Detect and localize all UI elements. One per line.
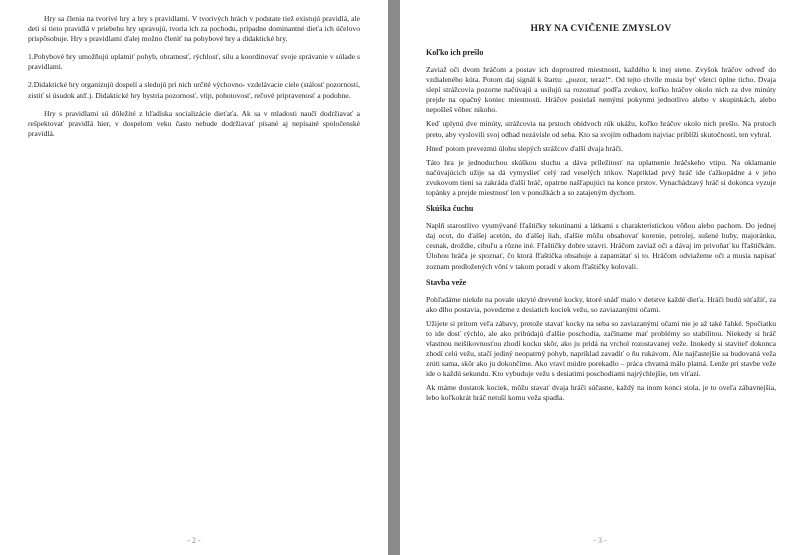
page-number-left: - 2 - [187,536,201,545]
section-heading: Skúška čuchu [426,204,474,214]
section-heading: Stavba veže [426,277,467,287]
section-paragraph: Keď uplynú dve minúty, strážcovia na prstoch obidvoch rúk ukážu, koľko hráčov okolo nich prešlo. Na prstoch preto, aby vyslovili svoj odhad nezávisle od seba. Kto sa svojím odhadom najviac priblíži skutočnosti, ten vyhral. [426,119,776,139]
movement-games-paragraph: 1.Pohybové hry umožňujú uplatniť pohyb, obratnosť, rýchlosť, silu a koordinovať svoje správanie v súlade s pravidlami. [28,52,360,72]
section-paragraph: Ak máme dostatok kociek, môžu stavať dvaja hráči súčasne, každý na inom konci stola, je to oveľa zábavnejšia, lebo koľkokrát hráč netuší komu veža spadla. [426,383,776,403]
section-paragraph: Užijete si pritom veľa zábavy, pretože stavať kocky na seba so zaviazanými očami nie je až také ľahké. Spočiatku to ide dosť rýchlo, ale ako pribúdajú ďalšie poschodia, začíname mať problémy so stabilitou. Niekedy si hráč vlastnou neišikovnosťou zhodí kocku skôr, ako ju pridá na vrchol rozostavanej veže. Inokedy si staviteľ dokonca zhodí celú vežu, stačí jediný neopatrný pohyb, napríklad zavadiť o ňu rukávom. Ale najčastejšie sa budovaná veža zrúti sama, skôr ako ju dokončíme. Ako vraví múdre porekadlo – práca chvatná málo platná. Lenže pri stavbe veže ide o každú sekundu. Kto vybuduje vežu s desiatimi poschodiami najrýchlejšie, ten víťazí. [426,318,776,379]
socialization-paragraph: Hry s pravidlami sú dôležité z hľadiska socializácie dieťaťa. Ak sa v mladosti naučí dodržiavať a rešpektovať pravidlá hier, v dospelom veku často nebude dodržiavať písané aj nepísané spoločenské pravidlá. [28,108,360,138]
section-heading: Koľko ich prešlo [426,48,484,57]
right-page [400,0,800,555]
section-paragraph: Pohľadáme niekde na povale ukryté drevené kocky, ktoré snáď malo v detstve každé dieťa. Hráči budú súťažiť, za ako dlho postavia, povedzme z desiatich kociek vežu, so zaviazanými očami. [426,294,776,314]
left-page [0,0,388,555]
section-paragraph: Naplň starostlivo vyumývané fľaštičky tekutinami a látkami s charakteristickou vôňou alebo pachom. Do jednej daj ocot, do ďalšej acetón, do ďalšej liah, ďalšie môžu obsahovať korenie, petrolej, sušené huby, majoránku, cesnak, droždie, cibuľu a rôzne iné. Fľaštičky dobre uzavri. Hráčom zaviaž oči a dávaj im privoňať ku fľaštičkám. Úlohou hráča je spoznať, čo ktorá fľaštička obsahuje a zapamätať si to. Hráčom odviažeme oči a musia napísať zoznam predložených vôní v takom poradí v akom fľaštičky kolovali. [426,221,776,271]
intro-paragraph: Hry sa členia na tvorivé hry a hry s pravidlami. V tvorivých hrách v podstate tiež existujú pravidlá, ale deti si tieto pravidlá v priebehu hry upravujú, tvoria ich za pochodu, prípadne dominantné dieťa ich účelovo prispôsobuje. Hry s pravidlami ďalej možno členiť na pohybové hry a didaktické hry. [28,14,360,44]
page-gutter [388,0,400,555]
section-kolko-ich-preslo [426,48,776,198]
section-paragraph: Zaviaž oči dvom hráčom a postav ich doprostred miestnosti, každého k inej stene. Zvyšok hráčov odveď do vzdialeného kúta. Potom daj signál k štartu: „pozor, teraz!“. Od tejto chvíle musia byť všetci úplne ticho. Dvaja slepí strážcovia pozorne načúvajú a usilujú sa rozoznať podľa zvukov, koľko hráčov okolo nich za dve minúty prejde na opačný koniec miestnosti. Hráčov posielaš nemými pokynmi jednotlivo alebo v skupinkách, alebo nepošleš vôbec nikoho. [426,65,776,115]
section-paragraph: Táto hra je jednoduchou skúškou sluchu a dáva príležitosť na uplatnenie hráčskeho vtipu. Na oklamanie načúvajúcich užije sa dá vymyslieť celý rad veselých trikov. Napríklad prvý hráč ide ťažkopádne a v jeho zvukovom tieni sa zakráda ďalší hráč, opatrne našľapujúci na konce prstov. Vynachádzavý hráč si dokonca vyzuje topánky a prejde miestnosť len v ponožkách a so zatajeným dychom. [426,157,776,198]
section-paragraph: Hneď potom prevezmú úlohu slepých strážcov ďalší dvaja hráči. [426,143,623,153]
page-number-right: - 3 - [593,536,607,545]
didactic-games-paragraph: 2.Didaktické hry organizujú dospelí a sledujú pri nich určité výchovno- vzdelávacie ciele (stálosť pozornosti, zistiť si úsudok atď.). Didaktické hry bystria pozornosť, vtip, pohotovosť, rečové pripravenosť a podobne. [28,80,360,100]
section-stavba-veze [426,278,776,404]
document-title: HRY NA CVIČENIE ZMYSLOV [530,24,672,34]
section-skuska-cuchu [426,204,776,271]
